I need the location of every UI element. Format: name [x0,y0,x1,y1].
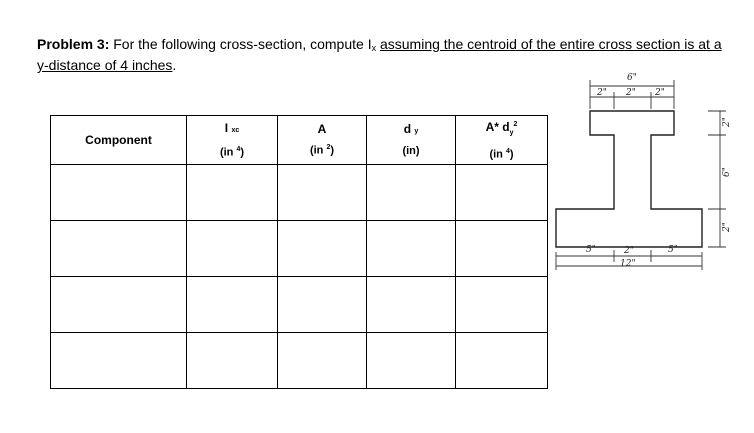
problem-subscript: x [371,43,377,53]
table-cell[interactable] [187,221,278,277]
dim-right-mid: 6" [722,167,732,177]
dim-right-bottom: 2" [722,222,732,232]
table-cell[interactable] [278,165,367,221]
dim-top-left: 2" [597,88,607,98]
header-a-dy2: A* $d_y^2$ (in $^4$) [456,116,548,165]
header-area: A (in $^2$) [278,116,367,165]
table-cell[interactable] [367,221,456,277]
header-dy: d y (in) [367,116,456,165]
problem-text-intro: For the following cross-section, compute I [113,36,372,52]
dim-top-right: 2" [655,88,665,98]
table-cell[interactable] [456,221,548,277]
table-cell[interactable] [367,333,456,389]
cross-section-diagram [550,60,754,280]
table-cell[interactable] [51,221,187,277]
dim-top-mid: 2" [626,88,636,98]
table-row [51,277,548,333]
table-cell[interactable] [278,277,367,333]
table-cell[interactable] [367,165,456,221]
table-cell[interactable] [456,333,548,389]
dim-right-top: 2" [722,117,732,127]
table-cell[interactable] [51,333,187,389]
problem-period: . [172,57,177,73]
table-cell[interactable] [187,333,278,389]
table-header-row [51,116,548,165]
dim-bottom-left: 5" [586,245,596,255]
table-cell[interactable] [456,277,548,333]
moment-of-inertia-table [50,115,548,389]
problem-label: Problem 3: [37,36,110,52]
i-beam-outline [556,111,702,247]
table-cell[interactable] [51,165,187,221]
table-cell[interactable] [51,277,187,333]
dim-bottom-mid: 2" [624,246,634,256]
table-cell[interactable] [278,221,367,277]
header-ixc: I xc (in $^4$) [187,116,278,165]
table-row [51,221,548,277]
table-cell[interactable] [456,165,548,221]
table-row [51,165,548,221]
header-component: Component [51,116,187,165]
table-row [51,333,548,389]
table-cell[interactable] [187,277,278,333]
dim-bottom-right: 5" [668,245,678,255]
problem-assumption: assuming the centroid of the entire cross section is at a y-distance of 4 inches [37,36,722,73]
table-cell[interactable] [367,277,456,333]
dim-top-total: 6" [627,73,637,83]
table-cell[interactable] [187,165,278,221]
table-cell[interactable] [278,333,367,389]
dim-bottom-total: 12" [620,259,636,269]
